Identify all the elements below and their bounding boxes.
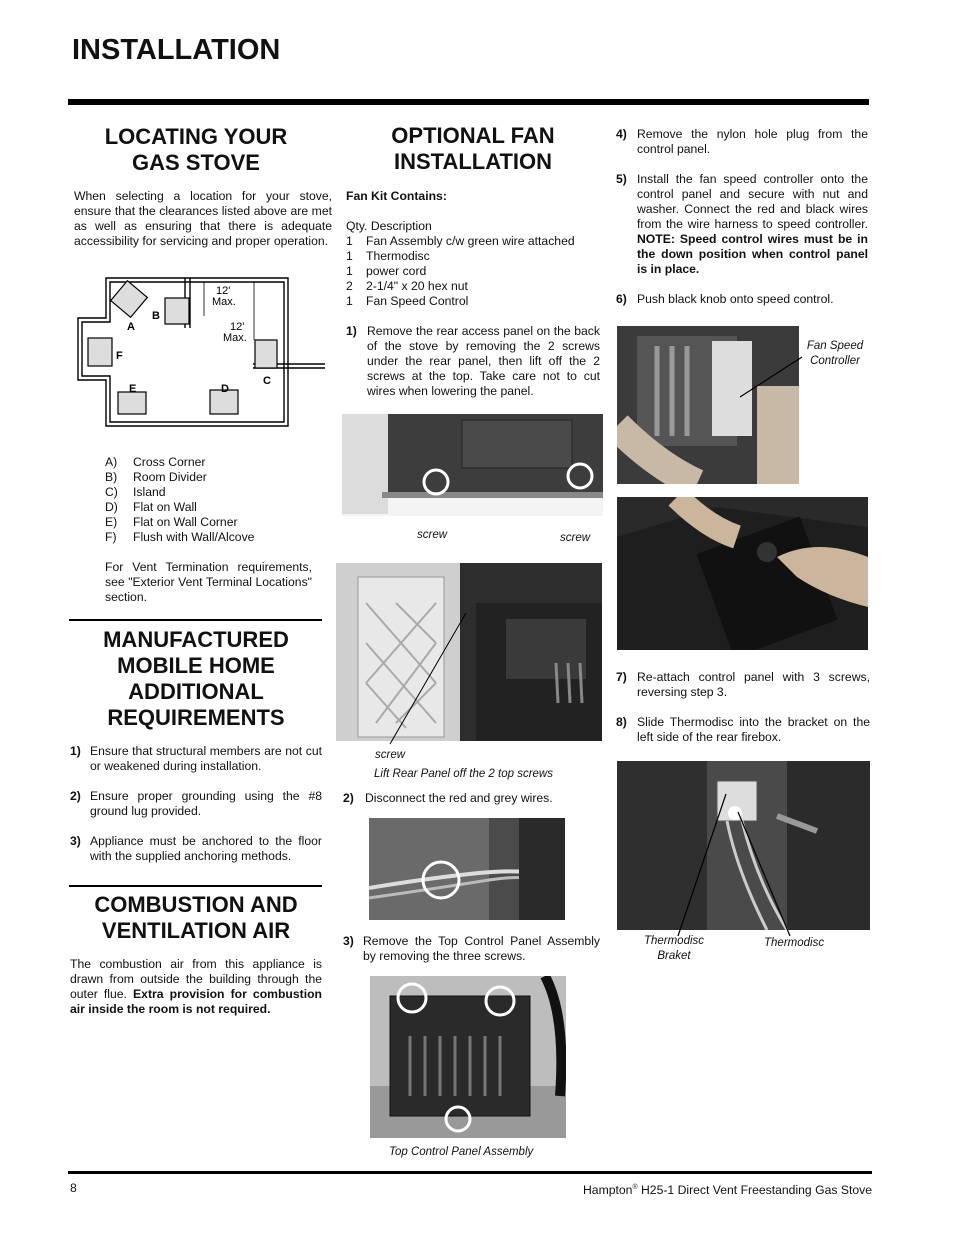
caption-screw-2: screw <box>375 749 406 761</box>
legend-item: C) Island <box>105 485 166 499</box>
mobile-step-1: 1) Ensure that structural members are not cut or weakened during installation. <box>70 744 322 773</box>
caption-screw-right: screw <box>560 532 591 544</box>
fan-step-5: 5) Install the fan speed controller onto the control panel and secure with nut and washer. Connect the red and black wires from the wire harness to speed controller. NOTE: Speed control wires must be in the down position when control panel is in place. <box>616 172 868 276</box>
diagram-label-d: D <box>221 383 229 395</box>
diagram-label-c: C <box>263 375 271 387</box>
location-legend <box>105 455 325 545</box>
fan-heading: OPTIONAL FAN INSTALLATION <box>391 123 555 174</box>
footer-product: Hampton® H25-1 Direct Vent Freestanding Gas Stove <box>582 1183 872 1198</box>
combustion-text: The combustion air from this appliance is drawn from outside the building through the outer flue. Extra provision for combustion air inside the room is not required. <box>70 957 322 1016</box>
svg-text:12': 12' <box>216 285 231 297</box>
section-rule <box>69 885 322 887</box>
vent-note: For Vent Termination requirements, see "Exterior Vent Terminal Locations" section. <box>105 560 312 604</box>
lift-rear-panel-photo <box>336 563 602 741</box>
fan-step-8: 8) Slide Thermodisc into the bracket on the left side of the rear firebox. <box>616 715 870 744</box>
callout-line <box>388 611 468 746</box>
callout-line <box>738 355 804 399</box>
kit-item: 2 2-1/4" x 20 hex nut <box>346 279 468 293</box>
diagram-label-f: F <box>116 350 123 362</box>
fan-step-6: 6) Push black knob onto speed control. <box>616 292 834 306</box>
knob-photo <box>617 497 868 650</box>
fan-step-1: 1) Remove the rear access panel on the back of the stove by removing the 2 screws under the rear panel, then lift off the 2 screws at the top. Take care not to cut wires when lowering the panel. <box>346 324 600 398</box>
kit-header: Qty. Description <box>346 219 432 233</box>
svg-text:12': 12' <box>230 321 245 333</box>
combustion-heading: COMBUSTION AND VENTILATION AIR <box>94 892 298 943</box>
legend-item: A) Cross Corner <box>105 455 206 469</box>
kit-item: 1 Fan Assembly c/w green wire attached <box>346 234 575 248</box>
fan-step-3: 3) Remove the Top Control Panel Assembly by removing the three screws. <box>343 934 600 963</box>
section-rule <box>69 619 322 621</box>
locating-intro: When selecting a location for your stove, ensure that the clearances listed above are met as well as ensuring that there is adequate accessibility for servicing and proper operation. <box>74 189 332 248</box>
fan-step-7: 7) Re-attach control panel with 3 screws, reversing step 3. <box>616 670 870 699</box>
page-number: 8 <box>70 1181 77 1195</box>
caption-top-control-panel: Top Control Panel Assembly <box>389 1146 534 1158</box>
kit-item: 1 Thermodisc <box>346 249 430 263</box>
caption-thermodisc: Thermodisc <box>764 937 825 949</box>
diagram-label-b: B <box>152 310 160 322</box>
legend-item: D) Flat on Wall <box>105 500 197 514</box>
stove-location-diagram <box>70 268 335 436</box>
kit-item: 1 Fan Speed Control <box>346 294 469 308</box>
diagram-label-a: A <box>127 321 135 333</box>
rear-panel-photo <box>342 414 603 516</box>
mobile-step-2: 2) Ensure proper grounding using the #8 ground lug provided. <box>70 789 322 818</box>
top-rule <box>68 99 869 105</box>
diagram-label-e: E <box>129 383 137 395</box>
top-control-panel-photo <box>370 976 566 1138</box>
caption-screw-left: screw <box>417 529 448 541</box>
svg-text:Max.: Max. <box>223 332 247 344</box>
fan-step-4: 4) Remove the nylon hole plug from the control panel. <box>616 127 868 156</box>
kit-list <box>346 234 600 309</box>
wires-photo <box>369 818 565 920</box>
caption-fan-speed-controller: Fan Speed Controller <box>806 340 864 367</box>
legend-item: F) Flush with Wall/Alcove <box>105 530 255 544</box>
caption-thermodisc-braket: Thermodisc Braket <box>643 935 705 962</box>
fan-step-2: 2) Disconnect the red and grey wires. <box>343 791 553 805</box>
caption-lift-rear-panel: Lift Rear Panel off the 2 top screws <box>374 768 553 780</box>
kit-item: 1 power cord <box>346 264 427 278</box>
callout-lines <box>666 790 806 940</box>
svg-text:Max.: Max. <box>212 296 236 308</box>
locating-heading: LOCATING YOUR GAS STOVE <box>104 124 288 175</box>
page-title: INSTALLATION <box>72 34 281 66</box>
mobile-step-3: 3) Appliance must be anchored to the floor with the supplied anchoring methods. <box>70 834 322 863</box>
bottom-rule <box>68 1171 872 1174</box>
mobile-home-heading: MANUFACTURED MOBILE HOME ADDITIONAL REQUIREMENTS <box>103 627 289 730</box>
legend-item: E) Flat on Wall Corner <box>105 515 238 529</box>
legend-item: B) Room Divider <box>105 470 207 484</box>
kit-title: Fan Kit Contains: <box>346 189 447 203</box>
fan-speed-controller-photo <box>617 326 799 484</box>
